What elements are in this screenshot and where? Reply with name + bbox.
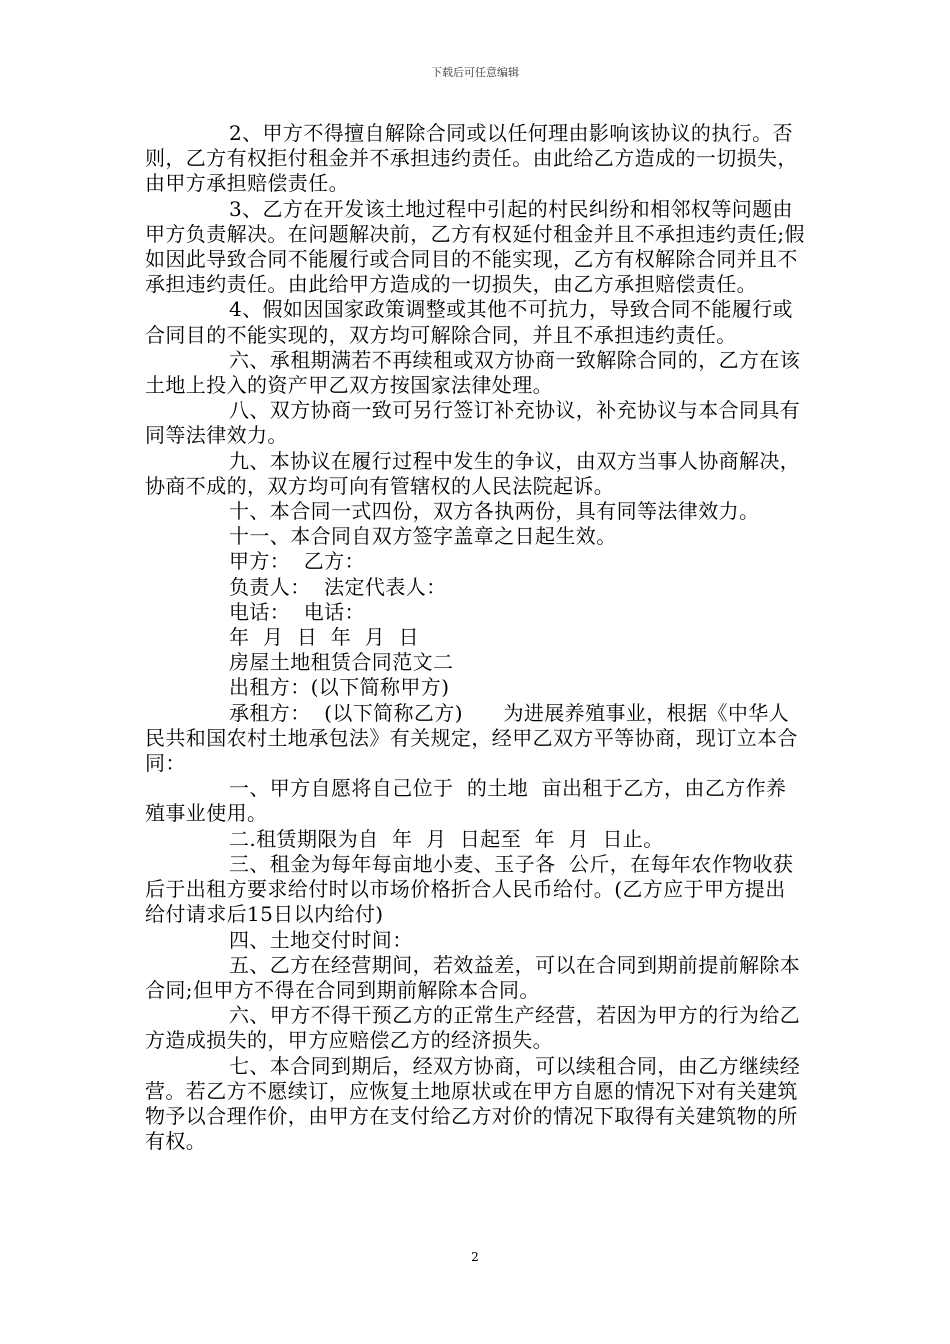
paragraph: 2、甲方不得擅自解除合同或以任何理由影响该协议的执行。否则，乙方有权拒付租金并不承担违约责任。由此给乙方造成的一切损失，由甲方承担赔偿责任。 [145, 121, 798, 196]
section-title: 房屋土地租赁合同范文二 [229, 650, 454, 675]
document-body [145, 121, 805, 1154]
page-number: 2 [471, 1250, 479, 1264]
paragraph: 十、本合同一式四份，双方各执两份，具有同等法律效力。 [229, 499, 760, 524]
paragraph: 九、本协议在履行过程中发生的争议，由双方当事人协商解决，协商不成的，双方均可向有管辖权的人民法院起诉。 [145, 448, 801, 498]
party-line: 承租方： (以下简称乙方) 为进展养殖事业，根据《中华人民共和国农村土地承包法》有关规定，经甲乙双方平等协商，现订立本合同： [145, 700, 798, 776]
date-line: 年 月 日 年 月 日 [229, 625, 419, 650]
paragraph: 十一、本合同自双方签字盖章之日起生效。 [229, 524, 617, 549]
paragraph: 六、甲方不得干预乙方的正常生产经营，若因为甲方的行为给乙方造成损失的，甲方应赔偿乙方的经济损失。 [145, 1003, 801, 1053]
paragraph: 五、乙方在经营期间，若效益差，可以在合同到期前提前解除本合同;但甲方不得在合同到期前解除本合同。 [145, 952, 801, 1002]
page-header: 下载后可任意编辑 [431, 66, 519, 79]
paragraph: 3、乙方在开发该土地过程中引起的村民纠纷和相邻权等问题由甲方负责解决。在问题解决前，乙方有权延付租金并且不承担违约责任;假如因此导致合同不能履行或合同目的不能实现，乙方有权解除合同并且不承担违约责任。由此给甲方造成的一切损失，由乙方承担赔偿责任。 [145, 196, 805, 297]
party-line: 出租方：(以下简称甲方) [229, 675, 450, 700]
signature-line: 甲方： 乙方： [229, 549, 365, 574]
paragraph: 六、承租期满若不再续租或双方协商一致解除合同的，乙方在该土地上投入的资产甲乙双方按国家法律处理。 [145, 347, 801, 398]
signature-line: 负责人： 法定代表人： [229, 574, 447, 599]
paragraph: 4、假如因国家政策调整或其他不可抗力，导致合同不能履行或合同目的不能实现的，双方均可解除合同，并且不承担违约责任。 [145, 297, 793, 347]
paragraph: 二.租赁期限为自 年 月 日起至 年 月 日止。 [229, 826, 664, 851]
paragraph: 七、本合同到期后，经双方协商，可以续租合同，由乙方继续经营。若乙方不愿续订，应恢复土地原状或在甲方自愿的情况下对有关建筑物予以合理作价，由甲方在支付给乙方对价的情况下取得有关建筑物的所有权。 [145, 1053, 801, 1154]
paragraph: 三、租金为每年每亩地小麦、玉子各 公斤，在每年农作物收获后于出租方要求给付时以市场价格折合人民币给付。(乙方应于甲方提出给付请求后15日以内给付) [145, 851, 794, 927]
signature-line: 电话： 电话： [229, 599, 365, 624]
paragraph: 八、双方协商一致可另行签订补充协议，补充协议与本合同具有同等法律效力。 [145, 398, 801, 448]
paragraph: 一、甲方自愿将自己位于 的土地 亩出租于乙方，由乙方作养殖事业使用。 [145, 776, 787, 826]
paragraph: 四、土地交付时间： [229, 927, 413, 952]
